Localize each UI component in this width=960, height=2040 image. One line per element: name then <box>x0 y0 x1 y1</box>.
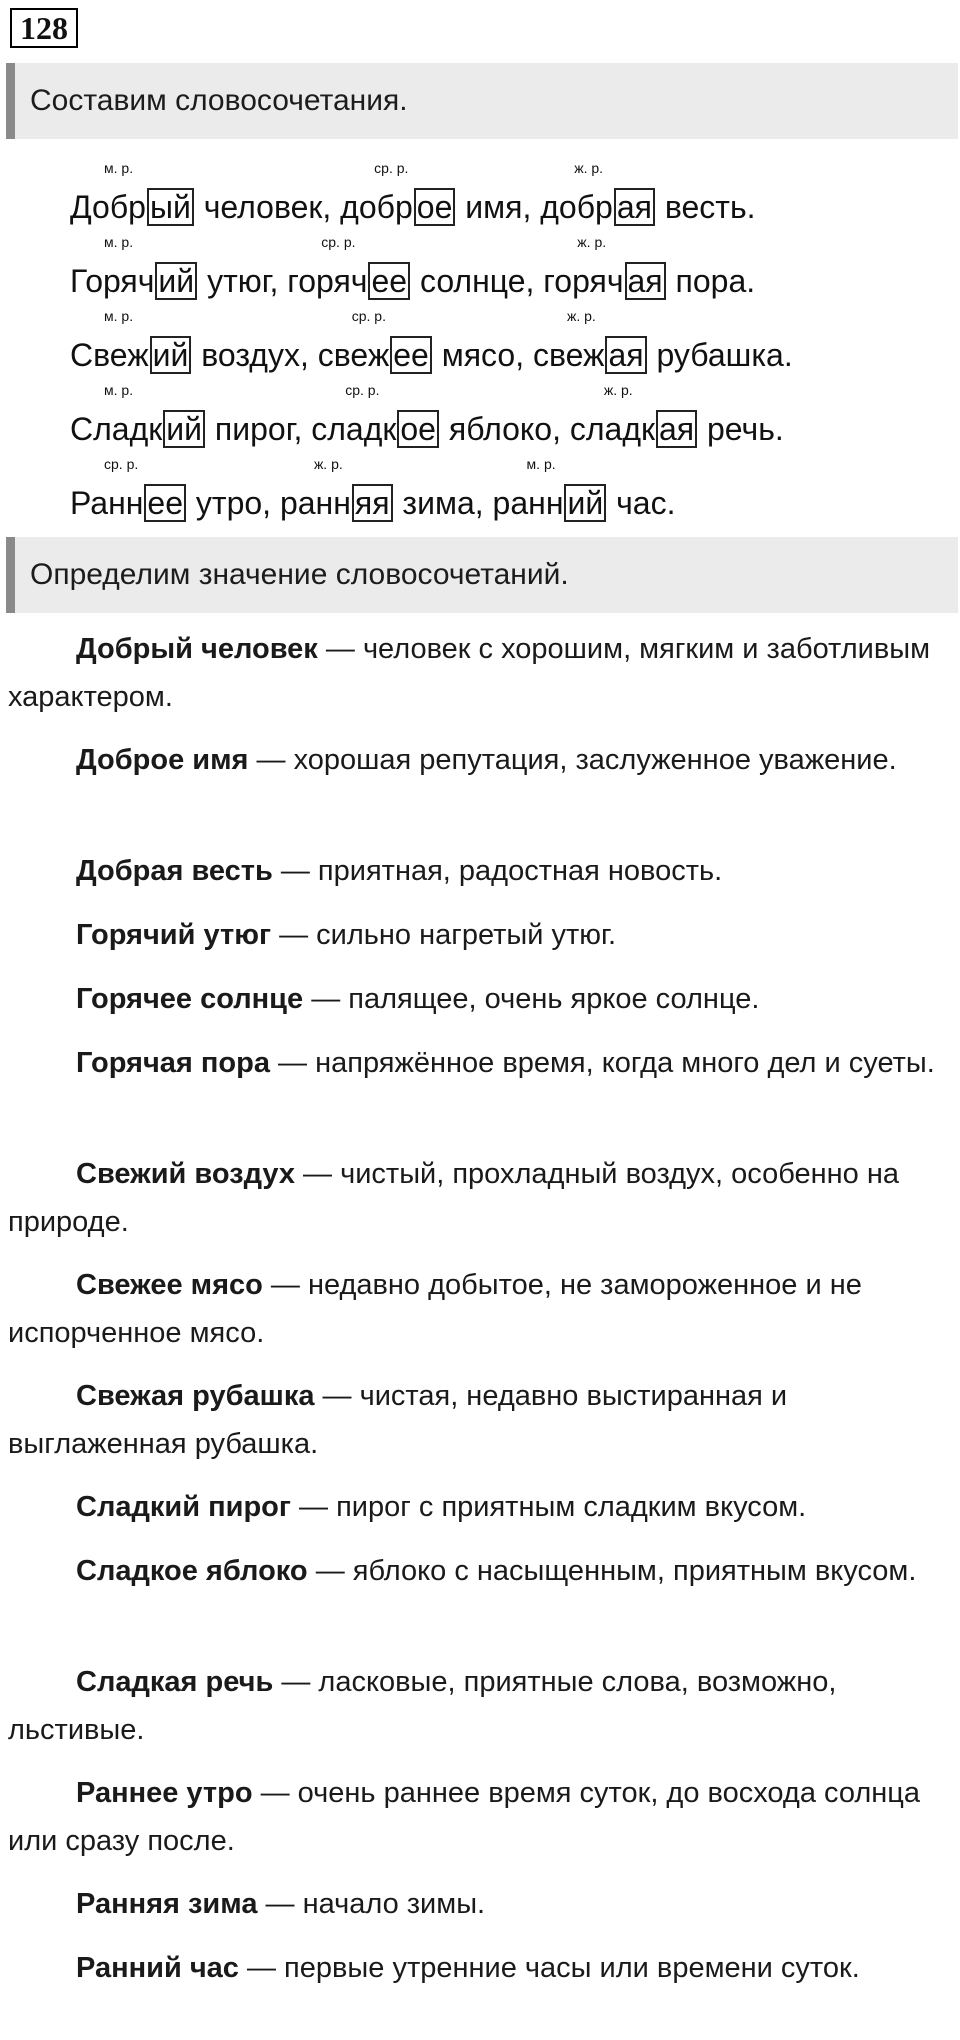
adjective-stem: сладк <box>311 411 397 447</box>
noun: пирог, <box>206 411 303 447</box>
ending-box: ее <box>390 336 432 374</box>
ending-box: ая <box>625 262 666 300</box>
gender-label: ср. р. <box>345 382 380 398</box>
gender-label: ж. р. <box>577 234 607 250</box>
gender-label: ср. р. <box>374 160 409 176</box>
ending-box: ое <box>397 410 439 448</box>
adjective-stem: Ранн <box>70 485 144 521</box>
adjective <box>492 456 608 528</box>
definition-text: — напряжённое время, когда много дел и суеты. <box>269 1047 935 1079</box>
definition-text: — очень раннее время суток, до восхода солнца или сразу после. <box>8 1777 921 1857</box>
gender-label: ж. р. <box>313 456 343 472</box>
adjective <box>279 456 394 528</box>
gender-label: м. р. <box>104 160 134 176</box>
gender-label: м. р. <box>104 308 134 324</box>
definition-item <box>8 1547 948 1643</box>
definition-term: Раннее утро <box>76 1777 253 1809</box>
adjective-stem: сладк <box>569 411 655 447</box>
definition-item <box>8 1880 948 1928</box>
definition-text: — хорошая репутация, заслуженное уважение. <box>248 744 897 776</box>
noun: мясо, <box>432 337 525 373</box>
definition-text: — начало зимы. <box>257 1888 486 1920</box>
gender-label: ср. р. <box>321 234 356 250</box>
gender-label: ср. р. <box>351 308 386 324</box>
definition-term: Сладкий пирог <box>76 1491 291 1523</box>
exercise-number: 128 <box>10 8 78 48</box>
adjective <box>317 308 433 380</box>
adjective <box>70 308 192 380</box>
adjective-stem: Свеж <box>70 337 149 373</box>
phrase-line <box>70 234 756 306</box>
definition-term: Свежее мясо <box>76 1269 263 1301</box>
definition-text: — приятная, радостная новость. <box>272 855 723 887</box>
definition-text: — чистая, недавно выстиранная и выглаженная рубашка. <box>8 1380 788 1460</box>
adjective <box>569 382 698 454</box>
adjective-stem: добр <box>540 189 613 225</box>
definition-term: Добрый человек <box>76 633 318 665</box>
ending-box: ый <box>147 188 194 226</box>
definition-text: — человек с хорошим, мягким и заботливым характером. <box>8 633 931 713</box>
noun: речь. <box>698 411 784 447</box>
phrase-line <box>70 456 676 528</box>
definition-text: — яблоко с насыщенным, приятным вкусом. <box>307 1555 917 1587</box>
gender-label: ср. р. <box>104 456 139 472</box>
adjective-stem: свеж <box>317 337 390 373</box>
definition-term: Ранний час <box>76 1952 239 1984</box>
ending-box: ая <box>656 410 697 448</box>
definition-item <box>8 911 948 959</box>
ending-box: ая <box>614 188 655 226</box>
definition-term: Сладкая речь <box>76 1666 274 1698</box>
noun: утюг, <box>198 263 279 299</box>
definition-item <box>8 1261 948 1357</box>
definition-text: — первые утренние часы или времени суток. <box>238 1952 860 1984</box>
adjective <box>540 160 656 232</box>
adjective-stem: ранн <box>492 485 564 521</box>
adjective-stem: горяч <box>287 263 368 299</box>
gender-label: ж. р. <box>566 308 596 324</box>
noun: весть. <box>655 189 756 225</box>
ending-box: ий <box>564 484 606 522</box>
gender-label: м. р. <box>104 234 134 250</box>
definition-text: — чистый, прохладный воздух, особенно на природе. <box>8 1158 899 1238</box>
phrase-line <box>70 382 784 454</box>
noun: яблоко, <box>439 411 561 447</box>
definition-item <box>8 975 948 1023</box>
ending-box: ий <box>155 262 197 300</box>
definition-text: — недавно добытое, не замороженное и не испорченное мясо. <box>8 1269 862 1349</box>
definition-text: — сильно нагретый утюг. <box>271 919 617 951</box>
ending-box: ее <box>144 484 186 522</box>
section-title: Составим словосочетания. <box>30 84 408 117</box>
noun: рубашка. <box>647 337 793 373</box>
ending-box: ая <box>605 336 646 374</box>
section-header-meanings <box>6 537 958 613</box>
noun: утро, <box>187 485 272 521</box>
noun: пора. <box>666 263 756 299</box>
adjective-stem: ранн <box>279 485 351 521</box>
noun: солнце, <box>411 263 535 299</box>
adjective-stem: Сладк <box>70 411 163 447</box>
definition-term: Горячее солнце <box>76 983 304 1015</box>
adjective <box>287 234 411 306</box>
adjective <box>532 308 648 380</box>
section-title: Определим значение словосочетаний. <box>30 558 569 591</box>
noun: час. <box>607 485 676 521</box>
definition-term: Доброе имя <box>76 744 249 776</box>
noun: человек, <box>194 189 332 225</box>
definition-item <box>8 1372 948 1468</box>
adjective-stem: горяч <box>543 263 624 299</box>
definition-item <box>8 847 948 895</box>
definition-term: Ранняя зима <box>76 1888 258 1920</box>
adjective <box>70 160 195 232</box>
gender-label: м. р. <box>104 382 134 398</box>
ending-box: ое <box>414 188 456 226</box>
adjective <box>70 456 187 528</box>
gender-label: ж. р. <box>574 160 604 176</box>
definition-item <box>8 1658 948 1754</box>
adjective <box>70 382 206 454</box>
definition-term: Добрая весть <box>76 855 273 887</box>
definition-term: Свежая рубашка <box>76 1380 315 1412</box>
definition-term: Сладкое яблоко <box>76 1555 308 1587</box>
ending-box: яя <box>352 484 393 522</box>
definition-text: — ласковые, приятные слова, возможно, льстивые. <box>8 1666 837 1746</box>
definition-item <box>8 1769 948 1865</box>
noun: зима, <box>393 485 484 521</box>
definition-term: Горячий утюг <box>76 919 272 951</box>
ending-box: ий <box>150 336 192 374</box>
gender-label: м. р. <box>526 456 556 472</box>
definition-term: Свежий воздух <box>76 1158 295 1190</box>
noun: воздух, <box>192 337 309 373</box>
adjective <box>70 234 198 306</box>
phrase-line <box>70 308 793 380</box>
ending-box: ий <box>163 410 205 448</box>
definition-text: — пирог с приятным сладким вкусом. <box>290 1491 807 1523</box>
ending-box: ее <box>368 262 410 300</box>
adjective <box>311 382 440 454</box>
section-header-compose <box>6 63 958 139</box>
adjective-stem: Горяч <box>70 263 155 299</box>
definition-item <box>8 1944 948 2040</box>
adjective <box>543 234 666 306</box>
adjective-stem: добр <box>340 189 413 225</box>
gender-label: ж. р. <box>603 382 633 398</box>
definition-item <box>8 625 948 721</box>
adjective-stem: Добр <box>70 189 146 225</box>
definition-item <box>8 1483 948 1531</box>
noun: имя, <box>456 189 532 225</box>
definition-text: — палящее, очень яркое солнце. <box>303 983 760 1015</box>
definition-item <box>8 736 948 832</box>
adjective-stem: свеж <box>532 337 605 373</box>
definition-item <box>8 1150 948 1246</box>
adjective <box>340 160 456 232</box>
definition-term: Горячая пора <box>76 1047 270 1079</box>
definition-item <box>8 1039 948 1135</box>
phrase-line <box>70 160 756 232</box>
